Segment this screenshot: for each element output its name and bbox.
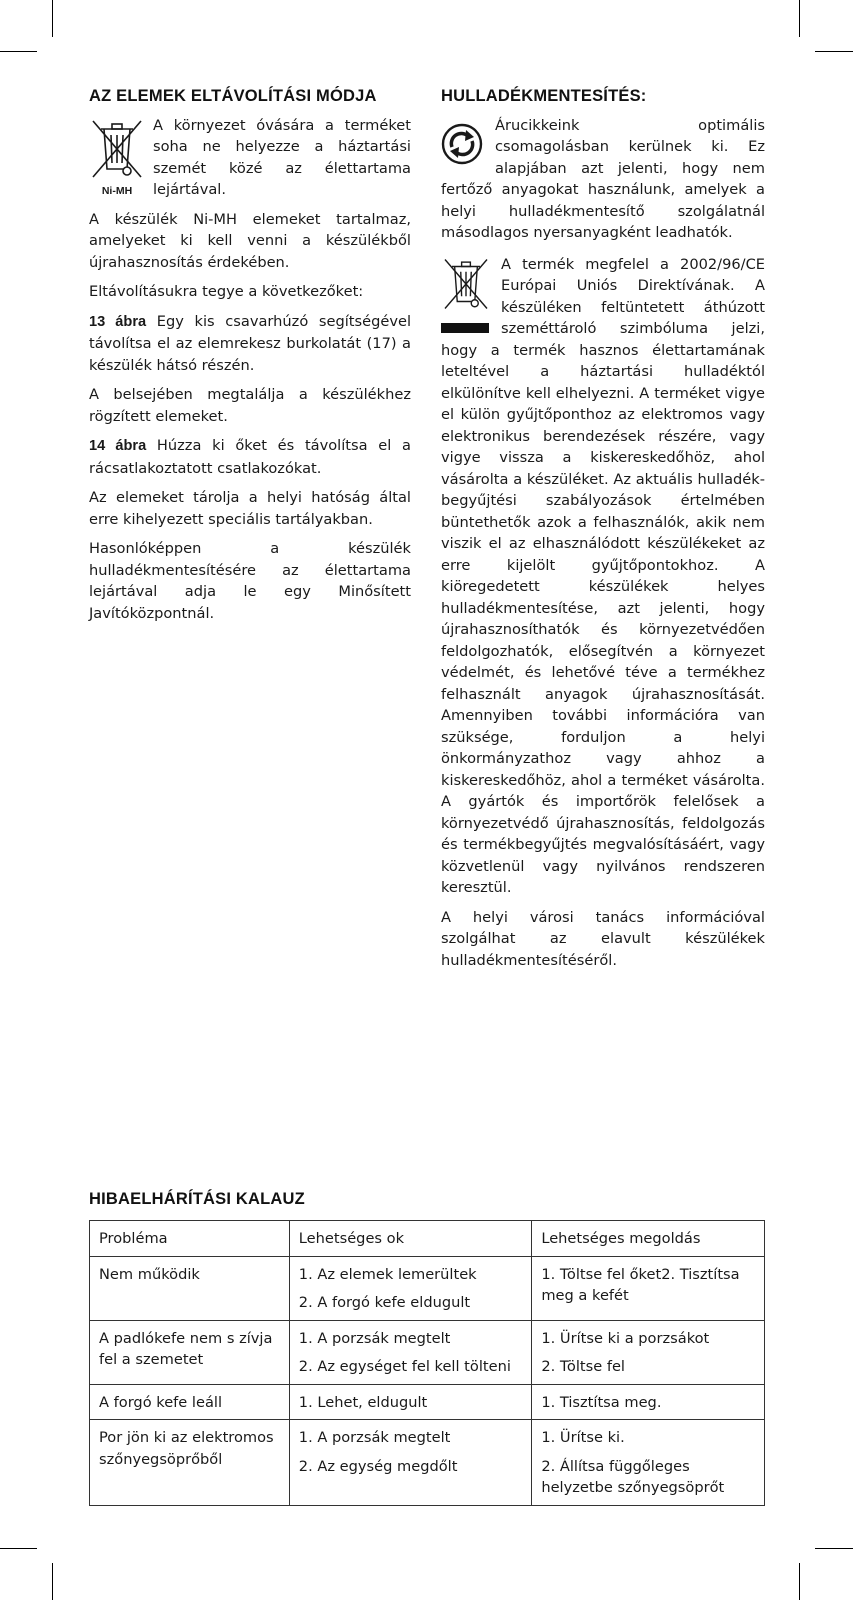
paragraph: A környezet óvására a terméket soha ne helyezze a háztartási szemét közé az élettartama lejártával. xyxy=(153,116,411,198)
paragraph: A helyi városi tanács információval szolgálhat az elavult készülékek hulladékmentesítéséről. xyxy=(441,908,765,969)
icon-caption: Ni-MH xyxy=(101,185,133,197)
black-bar xyxy=(441,323,489,333)
section-heading: AZ ELEMEK ELTÁVOLÍTÁSI MÓDJA xyxy=(89,87,377,105)
crop-mark xyxy=(799,1563,800,1600)
recycle-figure xyxy=(441,123,485,172)
waste-disposal-section xyxy=(441,86,765,979)
problem-cell: Por jön ki az elektromos szőnyegsöprőből xyxy=(90,1420,290,1506)
problem-cell: Nem működik xyxy=(90,1256,290,1320)
column-header: Probléma xyxy=(90,1221,290,1257)
crop-mark xyxy=(0,51,37,52)
cause-cell: 1. A porzsák megtelt 2. Az egységet fel kell tölteni xyxy=(289,1320,532,1384)
paragraph: A belsejében megtalálja a készülékhez rögzített elemeket. xyxy=(89,386,411,425)
crop-mark xyxy=(0,1548,37,1549)
column-header: Lehetséges megoldás xyxy=(532,1221,765,1257)
figure-label: 14 ábra xyxy=(89,438,147,454)
problem-cell: A forgó kefe leáll xyxy=(90,1384,290,1420)
paragraph: 14 ábra Húzza ki őket és távolítsa el a rácsatlakoztatott csatlakozókat. xyxy=(89,437,411,477)
cause-cell: 1. Az elemek lemerültek 2. A forgó kefe eldugult xyxy=(289,1256,532,1320)
table-row xyxy=(90,1320,765,1384)
crop-mark xyxy=(799,0,800,37)
battery-removal-section xyxy=(89,86,411,632)
paragraph: 13 ábra Egy kis csavarhúzó segítségével távolítsa el az elemrekesz burkolatát (17) a készülék hátsó részén. xyxy=(89,312,411,374)
cause-cell: 1. Lehet, eldugult xyxy=(289,1384,532,1420)
figure-label: 13 ábra xyxy=(89,313,147,330)
crop-mark xyxy=(815,1548,853,1549)
troubleshooting-section xyxy=(89,1190,765,1506)
crop-mark xyxy=(815,51,853,52)
paragraph: A készülék Ni-MH elemeket tartalmaz, amelyeket ki kell venni a készülékből újrahasznosítás érdekében. xyxy=(89,210,411,271)
solution-cell: 1. Ürítse ki. 2. Állítsa függőleges helyzetbe szőnyegsöprőt xyxy=(532,1420,765,1506)
paragraph: A termék megfelel a 2002/96/CE Európai Uniós Direktívának. A készüléken feltüntetett áthúzott szeméttároló szimbóluma jelzi, hogy a termék hasznos élettartamának leteltével a háztartási hulladéktól elkülönítve kell elhelyezni. A terméket vigye el külön gyűjtőponthoz az elektromos vagy elektronikus berendezések részére, vagy vigye vissza a kiskereskedőhöz, ahol vásárolta a készüléket. Az aktuális hulladék-begyűjtési szabályozások értelmében büntethetők azok a felhasználók, akik nem viszik el az elhasználódott készülékeket az erre kijelölt gyűjtőpontokhoz. A kiöregedetett készülékek helyes hulladékmentesítése, azt jelenti, hogy újrahasznosíthatók és környezetvédően feldolgozhatók, elősegítvén a környezet védelmét, és lehetővé téve a termékhez felhasznált anyagok újrahasznosítását. Amennyiben további információra van szüksége, forduljon a helyi önkormányzathoz vagy ahhoz a kiskereskedőhöz, ahol a terméket vásárolta. A gyártók és importőrök felelősek a környezetvédő újrahasznosítás, feldolgozás és termékbegyűjtés megvalósításáért, vagy közvetlenül vagy nyilvános rendszeren keresztül. xyxy=(441,255,765,896)
solution-cell: 1. Ürítse ki a porzsákot 2. Töltse fel xyxy=(532,1320,765,1384)
weee-figure xyxy=(89,117,145,198)
section-heading: HIBAELHÁRÍTÁSI KALAUZ xyxy=(89,1190,305,1208)
crossed-bin-icon xyxy=(89,117,145,181)
paragraph: Eltávolításukra tegye a következőket: xyxy=(89,283,364,300)
cause-cell: 1. A porzsák megtelt 2. Az egység megdőlt xyxy=(289,1420,532,1506)
crop-mark xyxy=(52,0,53,37)
table-row xyxy=(90,1420,765,1506)
table-header-row xyxy=(90,1221,765,1257)
column-header: Lehetséges ok xyxy=(289,1221,532,1257)
crop-mark xyxy=(52,1563,53,1600)
table-row xyxy=(90,1256,765,1320)
crossed-bin-icon xyxy=(441,256,491,312)
recycle-icon xyxy=(441,123,483,165)
section-heading: HULLADÉKMENTESÍTÉS: xyxy=(441,87,647,105)
table-row xyxy=(90,1384,765,1420)
weee-figure xyxy=(441,256,495,334)
solution-cell: 1. Tisztítsa meg. xyxy=(532,1384,765,1420)
troubleshooting-table xyxy=(89,1220,765,1506)
paragraph: Árucikkeink optimális csomagolásban kerülnek ki. Ez alapjában azt jelenti, hogy nem fertőző anyagokat használunk, amelyek a helyi hulladékmentesítő szolgálatnál másodlagos nyersanyagként leadhatók. xyxy=(441,116,765,241)
problem-cell: A padlókefe nem s zívja fel a szemetet xyxy=(90,1320,290,1384)
paragraph: Hasonlóképpen a készülék hulladékmentesítésére az élettartama lejártával adja le egy Minősített Javítóközpontnál. xyxy=(89,540,411,622)
solution-cell: 1. Töltse fel őket2. Tisztítsa meg a kefét xyxy=(532,1256,765,1320)
paragraph: Az elemeket tárolja a helyi hatóság által erre kihelyezett speciális tartályakban. xyxy=(89,489,411,528)
